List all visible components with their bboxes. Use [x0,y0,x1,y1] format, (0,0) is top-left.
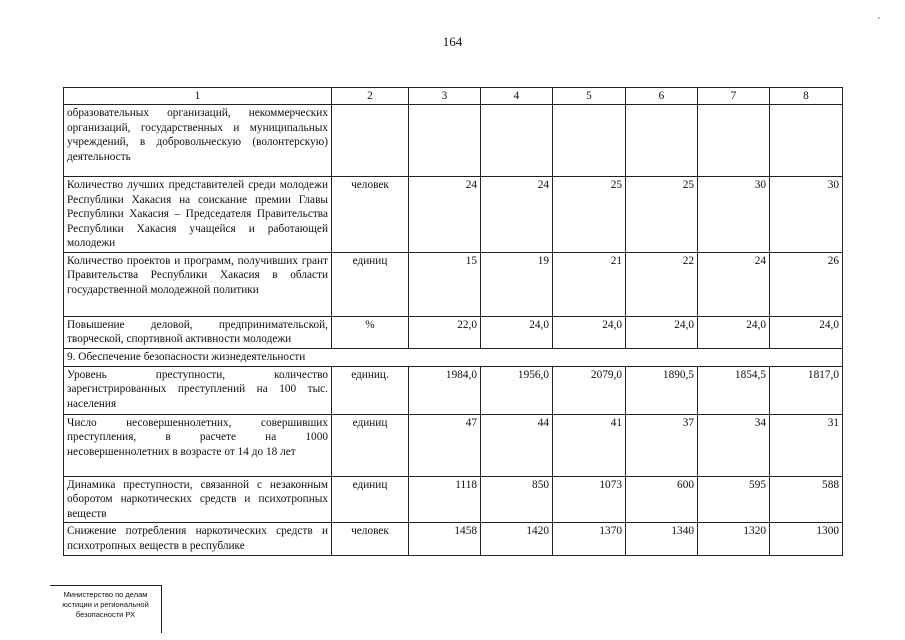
value-cell [409,105,481,177]
value-cell: 24,0 [698,316,770,348]
value-cell: 1984,0 [409,366,481,414]
value-cell: 21 [553,252,626,316]
header-cell: 4 [481,88,553,105]
indicator-description: Динамика преступности, связанной с незаконным оборотом наркотических средств и психотропных веществ [64,476,332,522]
value-cell: 850 [481,476,553,522]
value-cell: 1890,5 [626,366,698,414]
table-row [64,252,843,316]
indicator-description: Число несовершеннолетних, совершивших преступления, в расчете на 1000 несовершеннолетних в возрасте от 14 до 18 лет [64,414,332,476]
unit-cell: единиц [332,476,409,522]
indicator-description: Количество лучших представителей среди молодежи Республики Хакасия на соискание премии Главы Республики Хакасия – Председателя Правительства Республики Хакасия учащейся и работающей молодежи [64,177,332,252]
value-cell: 1854,5 [698,366,770,414]
value-cell [626,105,698,177]
header-cell: 3 [409,88,481,105]
stamp-line: юстиции и региональной [62,599,149,609]
header-cell: 7 [698,88,770,105]
indicators-table [63,87,843,556]
indicator-description: Количество проектов и программ, получивших грант Правительства Республики Хакасия в области государственной молодежной политики [64,252,332,316]
value-cell: 1420 [481,523,553,556]
value-cell: 30 [698,177,770,252]
indicator-description: Уровень преступности, количество зарегистрированных преступлений на 100 тыс. населения [64,366,332,414]
value-cell: 24,0 [553,316,626,348]
table-row [64,523,843,556]
value-cell: 24 [698,252,770,316]
value-cell: 588 [770,476,843,522]
value-cell: 30 [770,177,843,252]
page-number: 164 [442,34,463,49]
value-cell: 22,0 [409,316,481,348]
scan-mark: ' [878,16,880,27]
value-cell: 47 [409,414,481,476]
value-cell: 1118 [409,476,481,522]
header-cell: 5 [553,88,626,105]
value-cell: 1458 [409,523,481,556]
value-cell: 26 [770,252,843,316]
value-cell: 37 [626,414,698,476]
table-row [64,316,843,348]
value-cell: 600 [626,476,698,522]
unit-cell [332,105,409,177]
value-cell: 1320 [698,523,770,556]
section-title: 9. Обеспечение безопасности жизнедеятельности [64,348,843,366]
table-row [64,476,843,522]
table-row [64,366,843,414]
value-cell [481,105,553,177]
value-cell [698,105,770,177]
value-cell: 24,0 [481,316,553,348]
value-cell: 22 [626,252,698,316]
header-cell: 8 [770,88,843,105]
value-cell: 34 [698,414,770,476]
value-cell: 1300 [770,523,843,556]
ministry-stamp [50,585,162,633]
table-body [64,88,843,556]
indicator-description: образовательных организаций, некоммерческих организаций, государственных и муниципальных учреждений, в добровольческую (волонтерскую) деятельность [64,105,332,177]
table-row [64,414,843,476]
table-header-row [64,88,843,105]
value-cell: 595 [698,476,770,522]
indicator-description: Повышение деловой, предпринимательской, творческой, спортивной активности молодежи [64,316,332,348]
value-cell: 25 [553,177,626,252]
value-cell [553,105,626,177]
value-cell: 1956,0 [481,366,553,414]
value-cell: 24,0 [770,316,843,348]
unit-cell: единиц [332,414,409,476]
header-cell: 6 [626,88,698,105]
unit-cell: единиц [332,252,409,316]
value-cell: 1340 [626,523,698,556]
table-row [64,177,843,252]
unit-cell: человек [332,523,409,556]
section-row [64,348,843,366]
value-cell: 41 [553,414,626,476]
value-cell: 25 [626,177,698,252]
value-cell: 19 [481,252,553,316]
value-cell: 24,0 [626,316,698,348]
stamp-line: безопасности РХ [75,609,136,619]
value-cell: 1817,0 [770,366,843,414]
value-cell [770,105,843,177]
value-cell: 24 [409,177,481,252]
value-cell: 2079,0 [553,366,626,414]
value-cell: 24 [481,177,553,252]
header-cell: 2 [332,88,409,105]
unit-cell: % [332,316,409,348]
value-cell: 44 [481,414,553,476]
unit-cell: человек [332,177,409,252]
header-cell: 1 [64,88,332,105]
value-cell: 15 [409,252,481,316]
value-cell: 1370 [553,523,626,556]
value-cell: 1073 [553,476,626,522]
value-cell: 31 [770,414,843,476]
indicator-description: Снижение потребления наркотических средств и психотропных веществ в республике [64,523,332,556]
stamp-line: Министерство по делам [63,590,148,599]
unit-cell: единиц. [332,366,409,414]
table-row [64,105,843,177]
